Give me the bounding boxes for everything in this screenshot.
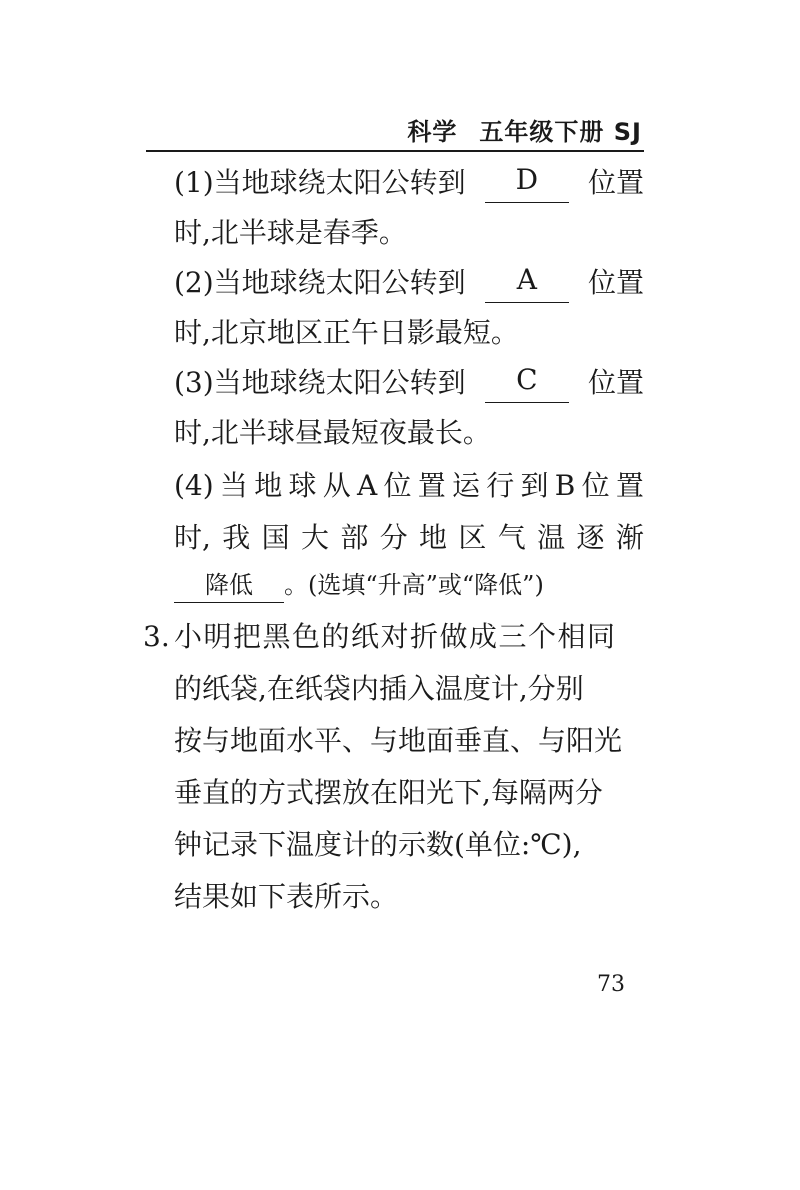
header-grade: 五年级下册 SJ [479,118,642,146]
q4-answer: 降低 [174,568,284,603]
problem3-line: 按与地面水平、与地面垂直、与阳光 [174,724,623,757]
q1-line1 [174,163,644,203]
q1-post: 位置 [587,166,644,199]
q2-text: (2)当地球绕太阳公转到 [174,266,466,299]
page-header [407,112,642,147]
q3-answer: C [485,363,569,403]
page-number: 73 [597,972,625,997]
q3-text: (3)当地球绕太阳公转到 [174,366,466,399]
q3-post: 位置 [587,366,644,399]
problem3-line: 垂直的方式摆放在阳光下,每隔两分 [174,776,603,809]
q4-line2: 时, 我 国 大 部 分 地 区 气 温 逐 渐 [174,521,644,554]
problem3-line: 的纸袋,在纸袋内插入温度计,分别 [174,672,584,705]
q1-text: (1)当地球绕太阳公转到 [174,166,466,199]
q4-tail: 。(选填“升高”或“降低”) [284,571,544,599]
q4-line3 [174,565,644,605]
q3-line1 [174,363,644,403]
header-subject: 科学 [407,118,458,146]
q3-line2: 时,北半球昼最短夜最长。 [174,416,491,449]
header-rule [146,150,644,152]
q2-line1 [174,263,644,303]
problem3-line: 小明把黑色的纸对折做成三个相同 [174,620,617,653]
q4-line1: (4) 当 地 球 从 A 位 置 运 行 到 B 位 置 [174,469,644,502]
problem3-line: 钟记录下温度计的示数(单位:℃), [174,828,582,861]
q2-line2: 时,北京地区正午日影最短。 [174,316,519,349]
q2-answer: A [485,263,569,303]
problem3-number: 3. [143,620,170,653]
q1-answer: D [485,163,569,203]
problem3-line: 结果如下表所示。 [174,880,399,913]
q1-line2: 时,北半球是春季。 [174,216,407,249]
q2-post: 位置 [587,266,644,299]
